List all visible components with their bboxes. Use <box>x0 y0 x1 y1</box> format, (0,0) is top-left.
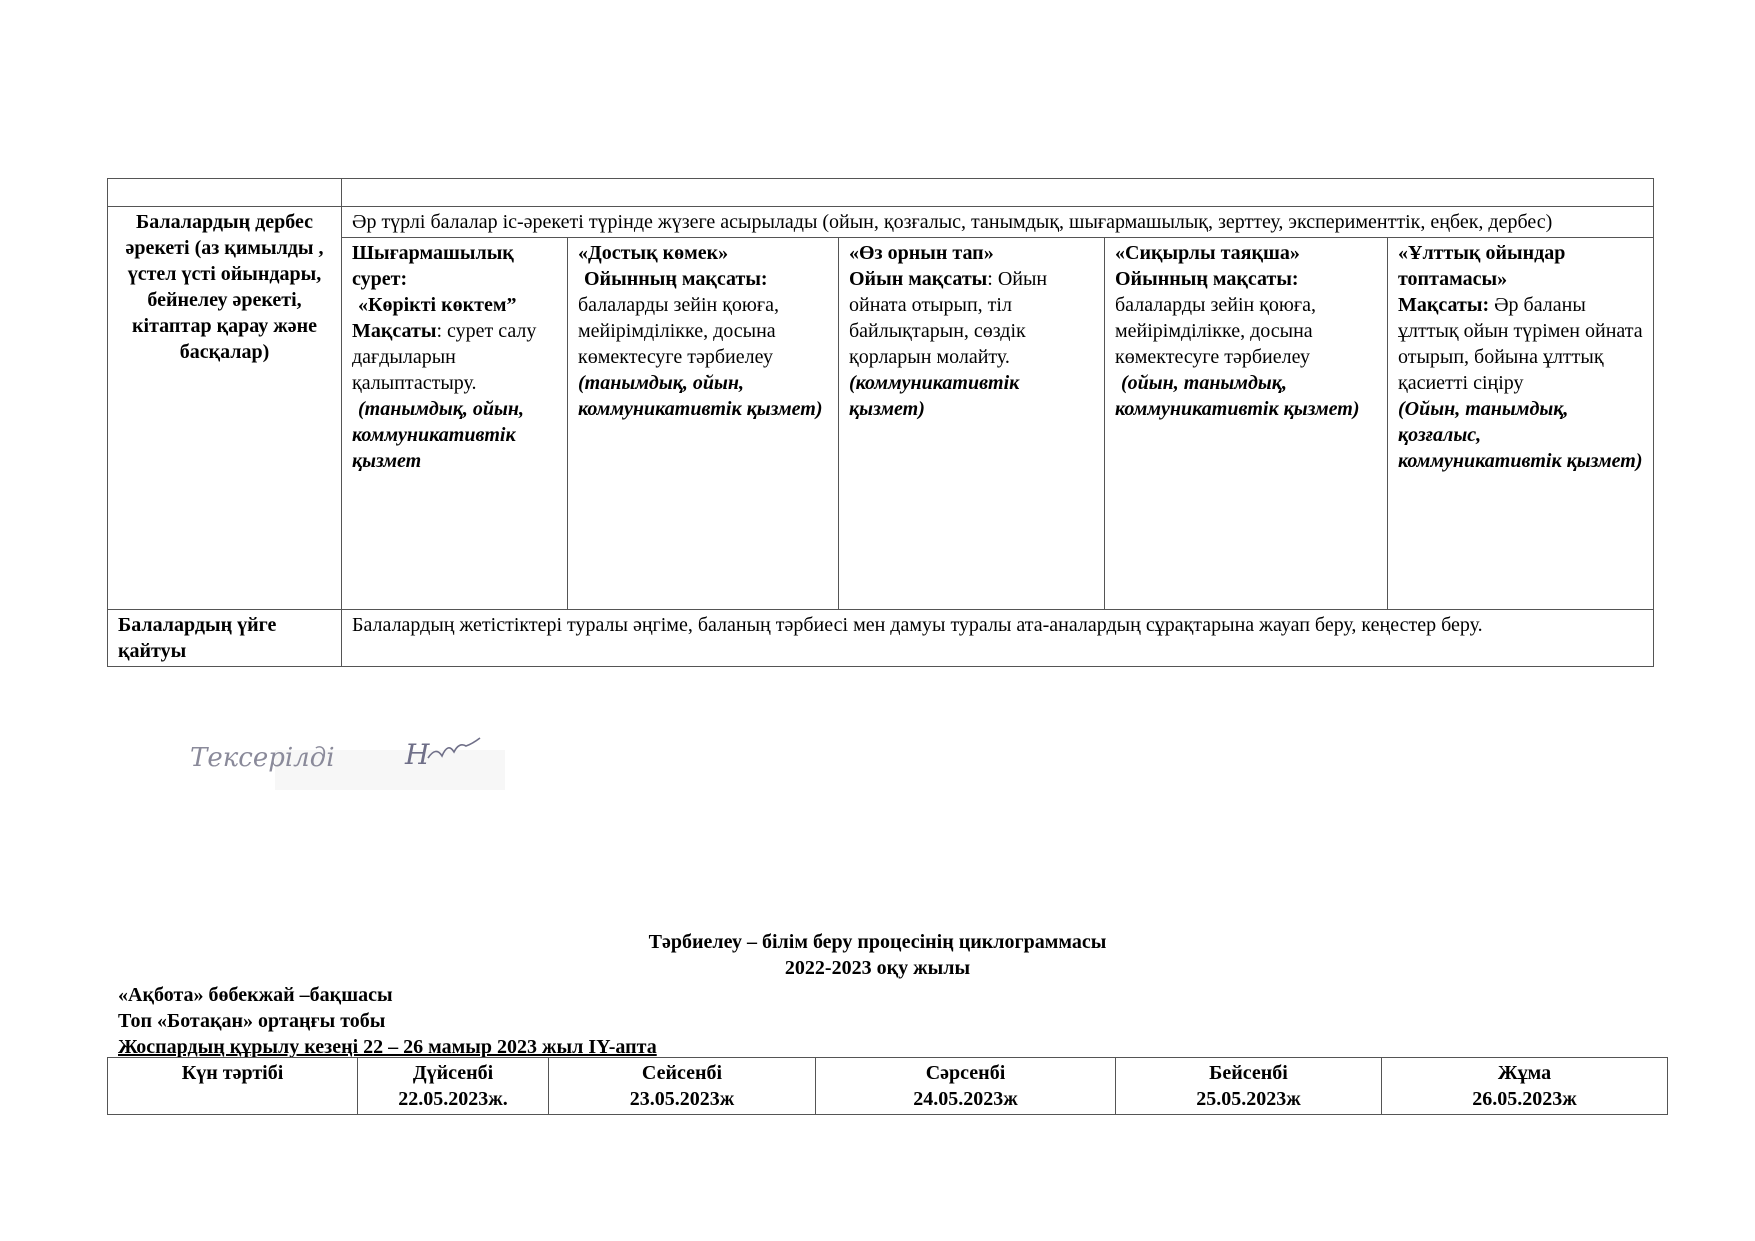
document-title: Тәрбиелеу – білім беру процесінің циклограммасы <box>648 931 1107 953</box>
day-cell-4 <box>1105 238 1388 610</box>
goal-text: Әр баланы ұлттық ойын түрімен ойната отырып, бойына ұлттық қасиетті сіңіру <box>1398 294 1643 394</box>
goal-label: Мақсаты <box>352 320 437 342</box>
table-row <box>108 610 1654 667</box>
column-header-schedule: Күн тәртібі <box>108 1058 358 1115</box>
day-date: 25.05.2023ж <box>1196 1088 1301 1110</box>
activity-title: «Достық көмек» <box>578 242 729 264</box>
table-row <box>108 207 1654 238</box>
goal-text: балаларды зейін қоюға, мейірімділікке, досына көмектесуге тәрбиелеу <box>1115 294 1316 368</box>
day-name: Сейсенбі <box>641 1062 723 1084</box>
activity-title: «Сиқырлы таяқша» <box>1115 242 1300 264</box>
day-date: 23.05.2023ж <box>629 1088 735 1110</box>
column-header-day-5 <box>1382 1058 1668 1115</box>
academic-year: 2022-2023 оқу жылы <box>784 957 971 979</box>
day-cell-3 <box>839 238 1105 610</box>
empty-cell <box>108 179 342 207</box>
day-name: Дүйсенбі <box>412 1062 494 1084</box>
goal-label: Ойын мақсаты <box>849 268 988 290</box>
goal-label: Ойынның мақсаты: <box>584 268 768 290</box>
activity-type: (ойын, танымдық, коммуникативтік қызмет) <box>1115 372 1360 420</box>
column-header-day-1 <box>358 1058 549 1115</box>
row-label-home: Балалардың үйге қайтуы <box>108 610 342 667</box>
day-cell-1 <box>342 238 568 610</box>
activity-type: (танымдық, ойын, коммуникативтік қызмет <box>352 398 524 472</box>
empty-header-row <box>108 179 1654 207</box>
day-date: 26.05.2023ж <box>1472 1088 1577 1110</box>
schedule-header-table <box>107 1057 1668 1115</box>
plan-period: Жоспардың құрылу кезеңі 22 – 26 мамыр 2023 жыл IY-апта <box>118 1036 657 1058</box>
day-cell-5 <box>1388 238 1654 610</box>
goal-text: : сурет салу дағдыларын қалыптастыру. <box>352 320 537 394</box>
activity-title: Шығармашылық сурет: <box>352 242 514 290</box>
goal-label: Мақсаты: <box>1398 294 1490 316</box>
day-date: 22.05.2023ж. <box>398 1088 508 1110</box>
activity-type: (танымдық, ойын, коммуникативтік қызмет) <box>578 372 823 420</box>
signature-initials: Н <box>405 738 430 771</box>
empty-cell <box>342 179 1654 207</box>
handwritten-signature <box>190 728 510 798</box>
kindergarten-name: «Ақбота» бөбекжай –бақшасы <box>118 984 393 1006</box>
goal-label: Ойынның мақсаты: <box>1115 268 1299 290</box>
row-label-independent: Балалардың дербес әрекеті (аз қимылды , үстел үсті ойындары, бейнелеу әрекеті, кітаптар қарау және басқалар) <box>108 207 342 610</box>
row-summary: Әр түрлі балалар іс-әрекеті түрінде жүзеге асырылады (ойын, қозғалыс, танымдық, шығармашылық, зерттеу, эксперименттік, еңбек, дербес) <box>342 207 1654 238</box>
signature-text: Тексерілді <box>190 743 335 773</box>
column-header-day-4 <box>1116 1058 1382 1115</box>
activity-type: (Ойын, танымдық, қозғалыс, коммуникативтік қызмет) <box>1398 398 1643 472</box>
day-name: Бейсенбі <box>1209 1062 1288 1084</box>
row-home-text: Балалардың жетістіктері туралы әңгіме, баланың тәрбиесі мен дамуы туралы ата-аналардың сұрақтарына жауап беру, кеңестер беру. <box>342 610 1654 667</box>
activity-type: (коммуникативтік қызмет) <box>849 372 1020 420</box>
day-name: Сәрсенбі <box>925 1062 1006 1084</box>
goal-text: балаларды зейін қоюға, мейірімділікке, досына көмектесуге тәрбиелеу <box>578 294 779 368</box>
group-name: Топ «Ботақан» ортаңғы тобы <box>118 1010 386 1032</box>
activity-title: «Өз орнын тап» <box>849 242 994 264</box>
column-header-day-3 <box>816 1058 1116 1115</box>
table-row <box>108 1058 1668 1115</box>
activity-table <box>107 178 1654 667</box>
day-cell-2 <box>568 238 839 610</box>
day-date: 24.05.2023ж <box>913 1088 1018 1110</box>
column-header-day-2 <box>549 1058 816 1115</box>
activity-subtitle: «Көрікті көктем” <box>358 294 517 316</box>
activity-title: «Ұлттық ойындар топтамасы» <box>1398 242 1566 290</box>
goal-text: : Ойын ойната отырып, тіл байлықтарын, сөздік қорларын молайту. <box>849 268 1048 368</box>
day-name: Жұма <box>1497 1062 1552 1084</box>
